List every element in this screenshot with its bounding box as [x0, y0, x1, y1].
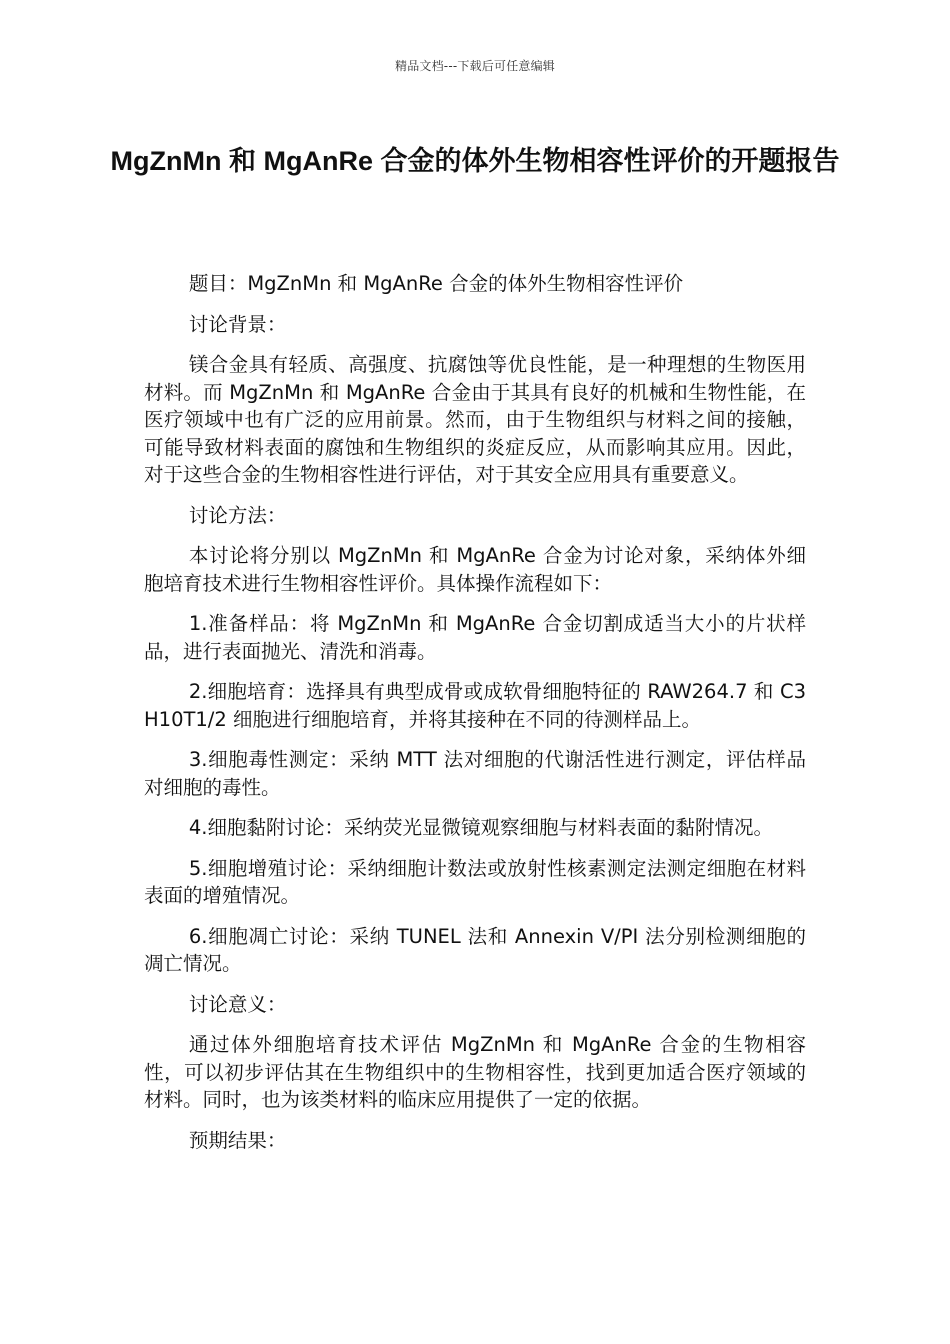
method-step-5: 5.细胞增殖讨论：采纳细胞计数法或放射性核素测定法测定细胞在材料表面的增殖情况。: [144, 856, 806, 907]
significance-paragraph: 通过体外细胞培育技术评估 MgZnMn 和 MgAnRe 合金的生物相容性，可以初步评估其在生物组织中的生物相容性，找到更加适合医疗领域的材料。同时，也为该类材料的临床应用提供了一定的依据。: [144, 1033, 806, 1111]
document-body: [144, 270, 806, 1167]
background-paragraph: 镁合金具有轻质、高强度、抗腐蚀等优良性能，是一种理想的生物医用材料。而 MgZnMn 和 MgAnRe 合金由于其具有良好的机械和生物性能，在医疗领域中也有广泛的应用前景。然而，由于生物组织与材料之间的接触，可能导致材料表面的腐蚀和生物组织的炎症反应，从而影响其应用。因此，对于这些合金的生物相容性进行评估，对于其安全应用具有重要意义。: [144, 353, 806, 486]
method-step-3: 3.细胞毒性测定：采纳 MTT 法对细胞的代谢活性进行测定，评估样品对细胞的毒性。: [144, 748, 806, 799]
method-step-4: 4.细胞黏附讨论：采纳荧光显微镜观察细胞与材料表面的黏附情况。: [188, 816, 773, 839]
section-heading-background: 讨论背景：: [188, 312, 287, 336]
method-step-2: 2.细胞培育：选择具有典型成骨或成软骨细胞特征的 RAW264.7 和 C3H10T1/2 细胞进行细胞培育，并将其接种在不同的待测样品上。: [144, 680, 806, 731]
section-heading-method: 讨论方法：: [188, 503, 287, 527]
section-heading-significance: 讨论意义：: [188, 992, 287, 1016]
page-header: 精品文档---下载后可任意编辑: [395, 59, 555, 73]
topic-line: 题目：MgZnMn 和 MgAnRe 合金的体外生物相容性评价: [188, 272, 684, 295]
document-title: MgZnMn 和 MgAnRe 合金的体外生物相容性评价的开题报告: [110, 146, 840, 176]
method-step-1: 1.准备样品：将 MgZnMn 和 MgAnRe 合金切割成适当大小的片状样品，进行表面抛光、清洗和消毒。: [144, 612, 806, 663]
method-intro-paragraph: 本讨论将分别以 MgZnMn 和 MgAnRe 合金为讨论对象，采纳体外细胞培育技术进行生物相容性评价。具体操作流程如下：: [144, 544, 806, 595]
section-heading-expected-results: 预期结果：: [188, 1128, 287, 1152]
method-step-6: 6.细胞凋亡讨论：采纳 TUNEL 法和 Annexin V/PI 法分别检测细胞的凋亡情况。: [144, 924, 806, 975]
